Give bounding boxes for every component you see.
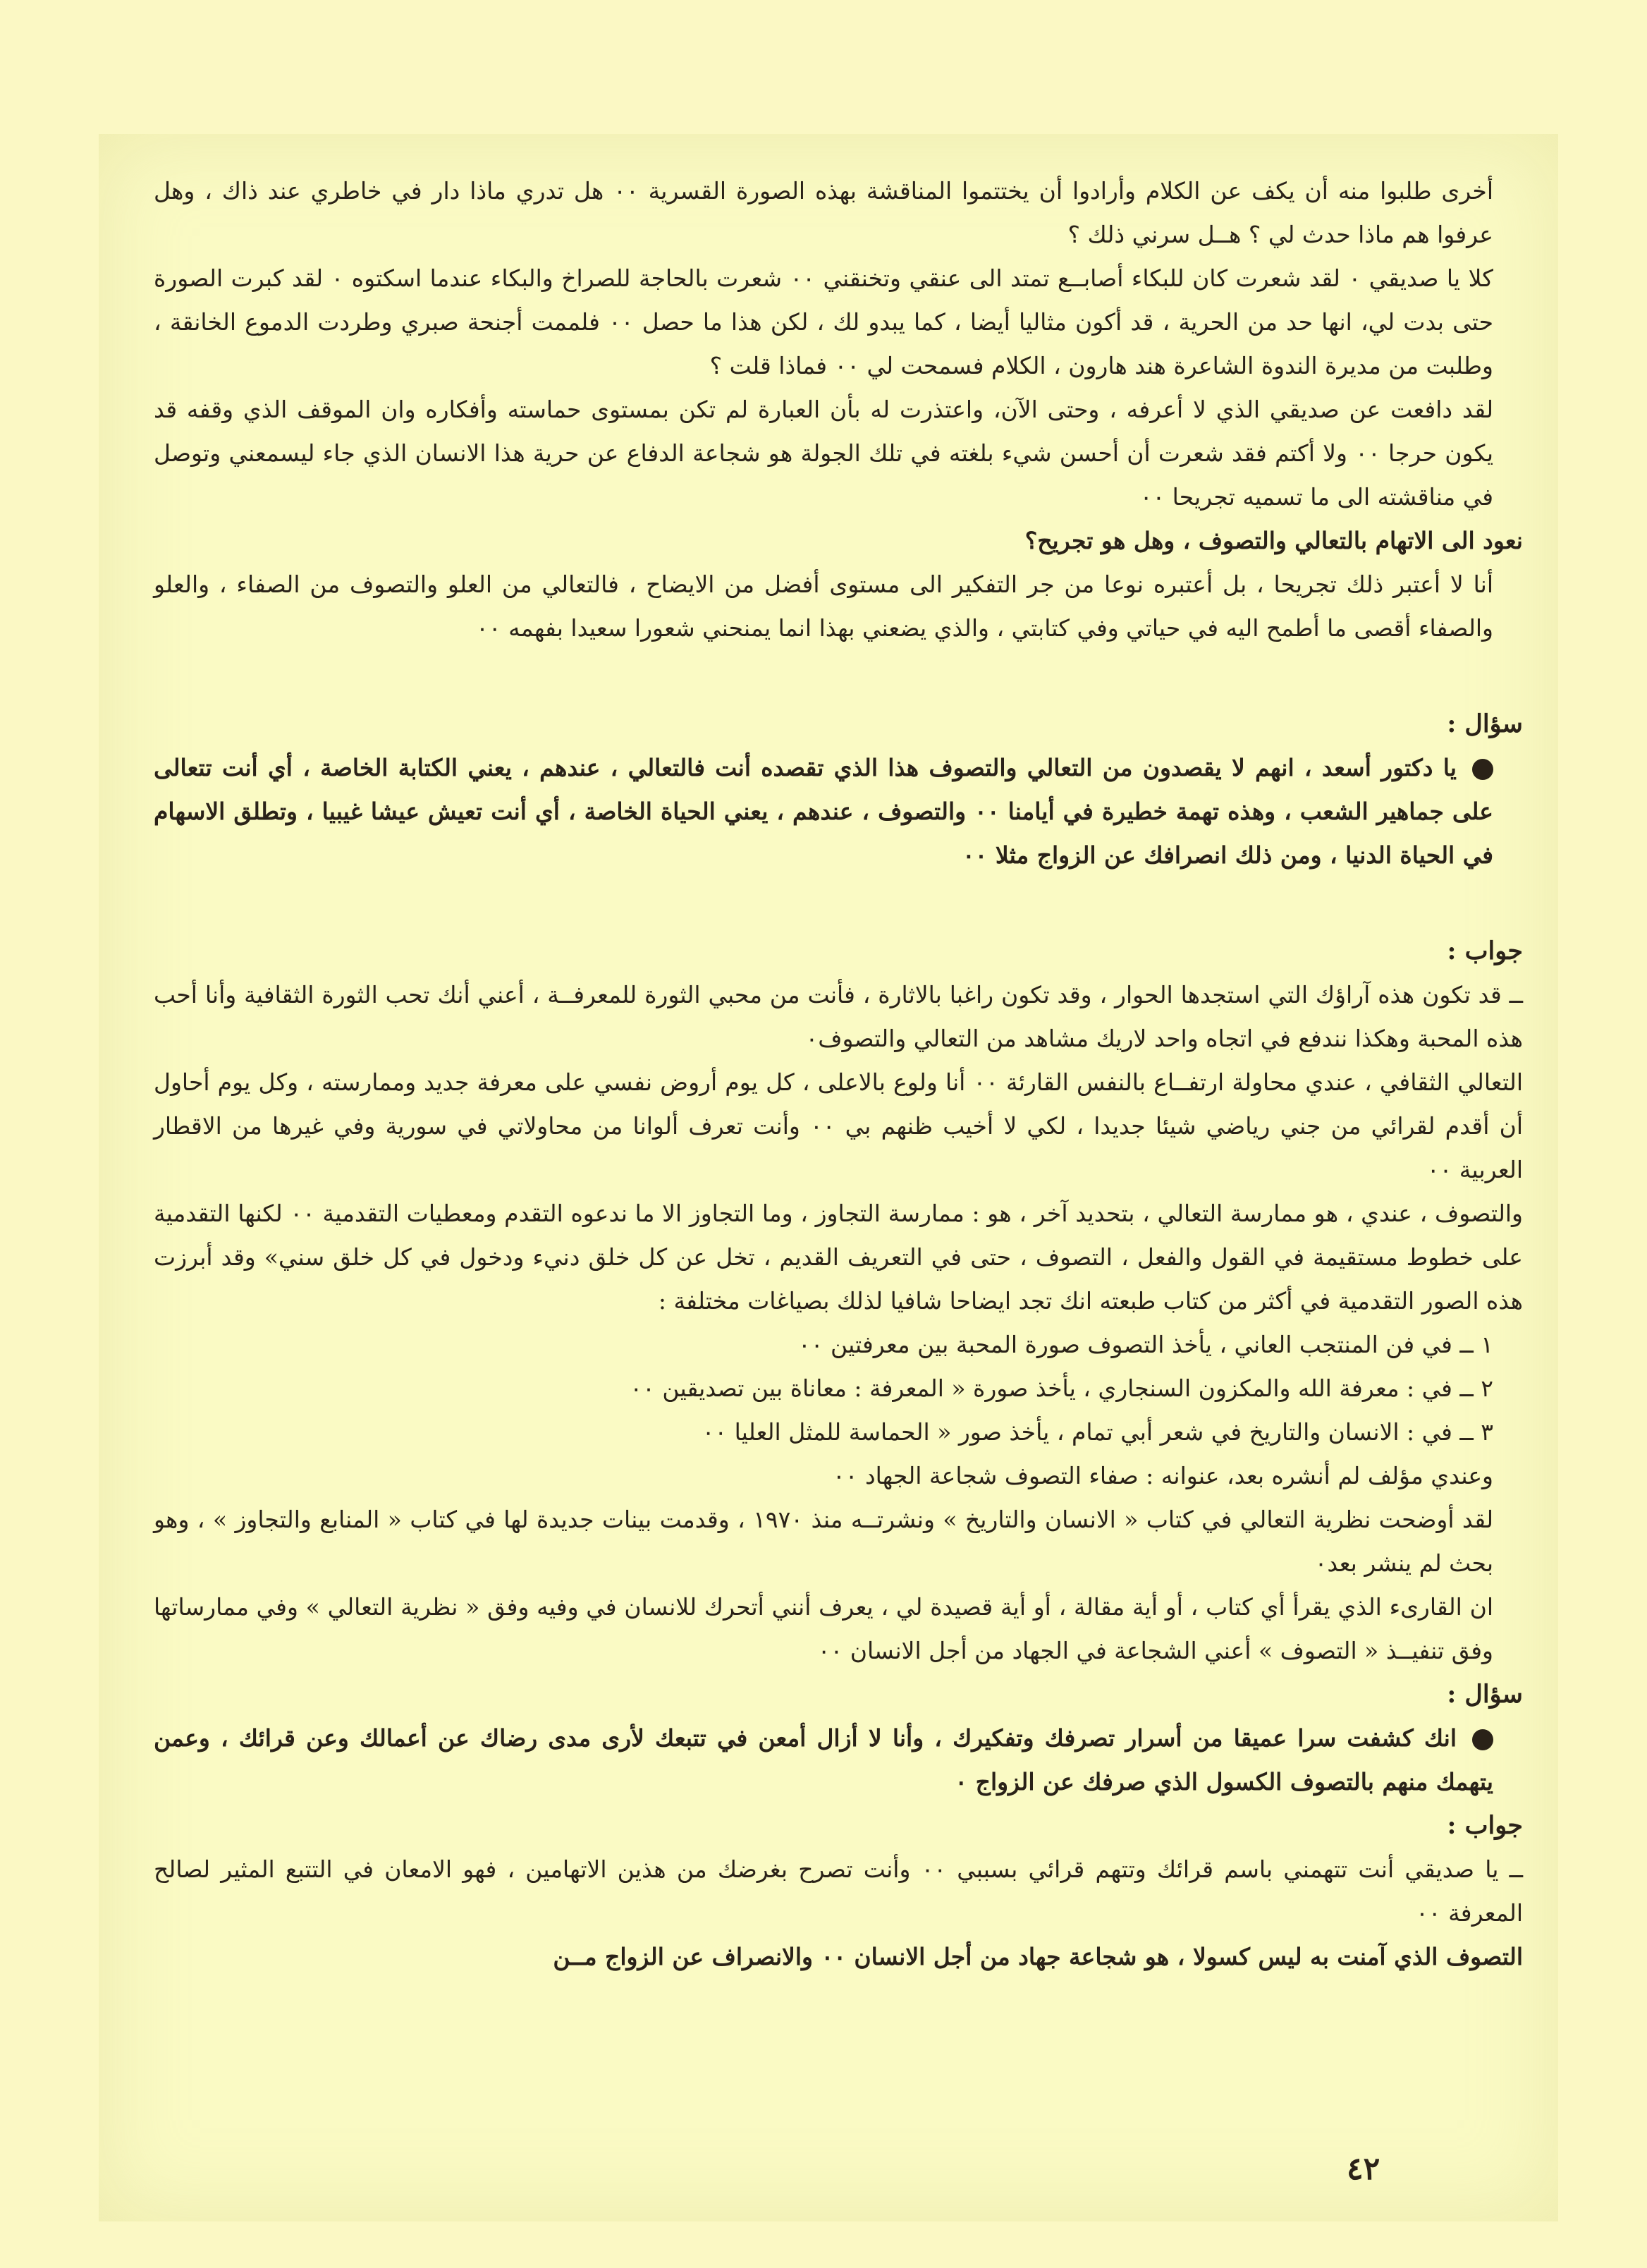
list-item-2: ٢ ــ في : معرفة الله والمكزون السنجاري ، يأخذ صورة « المعرفة : معاناة بين تصديقين ٠٠	[630, 1374, 1493, 1402]
paragraph-cultural-transcendence: التعالي الثقافي ، عندي محاولة ارتفــاع بالنفس القارئة ٠٠ أنا ولوع بالاعلى ، كل يوم أروض نفسي على معرفة جديد وممارسته ، وكل يوم أحاول أن أقدم لقرائي من جني رياضي شيئا جديدا ، لكي لا أخيب ظنهم بي ٠٠ وأنت تعرف ألوانا من محاولاتي في سورية وفي غيرها من الاقطار العربية ٠٠	[154, 1068, 1523, 1183]
heading-accusation: نعود الى الاتهام بالتعالي والتصوف ، وهل هو تجريح؟	[1024, 527, 1523, 554]
question-1-body: يا دكتور أسعد ، انهم لا يقصدون من التعالي والتصوف هذا الذي تقصده أنت فالتعالي ، عندهم ، يعني الكتابة الخاصة ، أي أنت تتعالى على جماهير الشعب ، وهذه تهمة خطيرة في أيامنا ٠٠ والتصوف ، عندهم ، يعني الحياة الخاصة ، أي أنت تعيش عيشا غيبيا ، وتطلق الاسهام في الحياة الدنيا ، ومن ذلك انصرافك عن الزواج مثلا ٠٠	[154, 754, 1493, 869]
list-item-3: ٣ ــ في : الانسان والتاريخ في شعر أبي تمام ، يأخذ صور « الحماسة للمثل العليا ٠٠	[702, 1418, 1493, 1446]
question-2-text	[154, 1717, 1523, 1804]
answer-1-intro: ــ قد تكون هذه آراؤك التي استجدها الحوار ، وقد تكون راغبا بالاثارة ، فأنت من محبي الثورة للمعرفــة ، أعني أنك تحب الثورة الثقافية وأنا أحب هذه المحبة وهكذا نندفع في اتجاه واحد لاريك مشاهد من التعالي والتصوف٠	[154, 981, 1523, 1052]
paragraph-no-friend: كلا يا صديقي ٠ لقد شعرت كان للبكاء أصابــع تمتد الى عنقي وتخنقني ٠٠ شعرت بالحاجة للصراخ والبكاء عندما اسكتوه ٠ لقد كبرت الصورة حتى بدت لي، انها حد من الحرية ، قد أكون مثاليا أيضا ، كما يبدو لك ، لكن هذا ما حصل ٠٠ فلممت أجنحة صبري وطردت الدموع الخانقة ، وطلبت من مديرة الندوة الشاعرة هند هارون ، الكلام فسمحت لي ٠٠ فماذا قلت ؟	[154, 264, 1494, 379]
spacer	[154, 877, 1523, 929]
bullet-icon	[1472, 759, 1493, 780]
list-item-1: ١ ــ في فن المنتجب العاني ، يأخذ التصوف صورة المحبة بين معرفتين ٠٠	[798, 1331, 1493, 1358]
question-1-text	[154, 746, 1523, 877]
article-text	[154, 169, 1523, 1979]
page-number: ٤٢	[1347, 2151, 1380, 2187]
answer-label-2: جواب :	[1447, 1811, 1523, 1840]
question-label-2: سؤال :	[1447, 1680, 1523, 1709]
paragraph-unpublished-book: وعندي مؤلف لم أنشره بعد، عنوانه : صفاء التصوف شجاعة الجهاد ٠٠	[833, 1462, 1493, 1489]
paragraph-reader: ان القارىء الذي يقرأ أي كتاب ، أو أية مقالة ، أو أية قصيدة لي ، يعرف أنني أتحرك للانسان في وفيه وفق « نظرية التعالي » وفي ممارساتها وفق تنفيــذ « التصوف » أعني الشجاعة في الجهاد من أجل الانسان ٠٠	[154, 1593, 1493, 1664]
bullet-icon	[1472, 1729, 1493, 1750]
question-2-body: انك كشفت سرا عميقا من أسرار تصرفك وتفكيرك ، وأنا لا أزال أمعن في تتبعك لأرى مدى رضاك عن أعمالك وعن قرائك ، وعمن يتهمك منهم بالتصوف الكسول الذي صرفك عن الزواج ٠	[154, 1724, 1493, 1796]
paragraph-not-insult: أنا لا أعتبر ذلك تجريحا ، بل أعتبره نوعا من جر التفكير الى مستوى أفضل من الايضاح ، فالتعالي من العلو والتصوف من الصفاء ، والعلو والصفاء أقصى ما أطمح اليه في حياتي وفي كتابتي ، والذي يضعني بهذا انما يمنحني شعورا سعيدا بفهمه ٠٠	[154, 571, 1493, 642]
paragraph-intro: أخرى طلبوا منه أن يكف عن الكلام وأرادوا أن يختتموا المناقشة بهذه الصورة القسرية ٠٠ هل تدري ماذا دار في خاطري عند ذاك ، وهل عرفوا هم ماذا حدث لي ؟ هــل سرني ذلك ؟	[154, 177, 1493, 248]
answer-2-text: ــ يا صديقي أنت تتهمني باسم قرائك وتتهم قرائي بسببي ٠٠ وأنت تصرح بغرضك من هذين الاتهامين ، فهو الامعان في التتبع المثير لصالح المعرفة ٠٠	[154, 1855, 1523, 1927]
paragraph-theory: لقد أوضحت نظرية التعالي في كتاب « الانسان والتاريخ » ونشرتــه منذ ١٩٧٠ ، وقدمت بينات جديدة لها في كتاب « المنابع والتجاوز » ، وهو بحث لم ينشر بعد٠	[154, 1506, 1493, 1577]
paragraph-closing: التصوف الذي آمنت به ليس كسولا ، هو شجاعة جهاد من أجل الانسان ٠٠ والانصراف عن الزواج مــن	[553, 1943, 1523, 1970]
paragraph-sufism: والتصوف ، عندي ، هو ممارسة التعالي ، بتحديد آخر ، هو : ممارسة التجاوز ، وما التجاوز الا ما ندعوه التقدم ومعطيات التقدمية ٠٠ لكنها التقدمية على خطوط مستقيمة في القول والفعل ، التصوف ، حتى في التعريف القديم ، تخل عن كل خلق دنيء ودخول في كل خلق سني» وقد أبرزت هذه الصور التقدمية في أكثر من كتاب طبعته انك تجد ايضاحا شافيا لذلك بصياغات مختلفة :	[154, 1200, 1523, 1315]
answer-label-1: جواب :	[1447, 937, 1523, 965]
paragraph-defended: لقد دافعت عن صديقي الذي لا أعرفه ، وحتى الآن، واعتذرت له بأن العبارة لم تكن بمستوى حماسته وأفكاره وان الموقف الذي وقفه قد يكون حرجا ٠٠ ولا أكتم فقد شعرت أن أحسن شيء بلغته في تلك الجولة هو شجاعة الدفاع عن حرية هذا الانسان الذي جاء ليسمعني وتوصل في مناقشته الى ما تسميه تجريحا ٠٠	[154, 396, 1494, 511]
spacer	[154, 650, 1523, 702]
question-label-1: سؤال :	[1447, 709, 1523, 738]
